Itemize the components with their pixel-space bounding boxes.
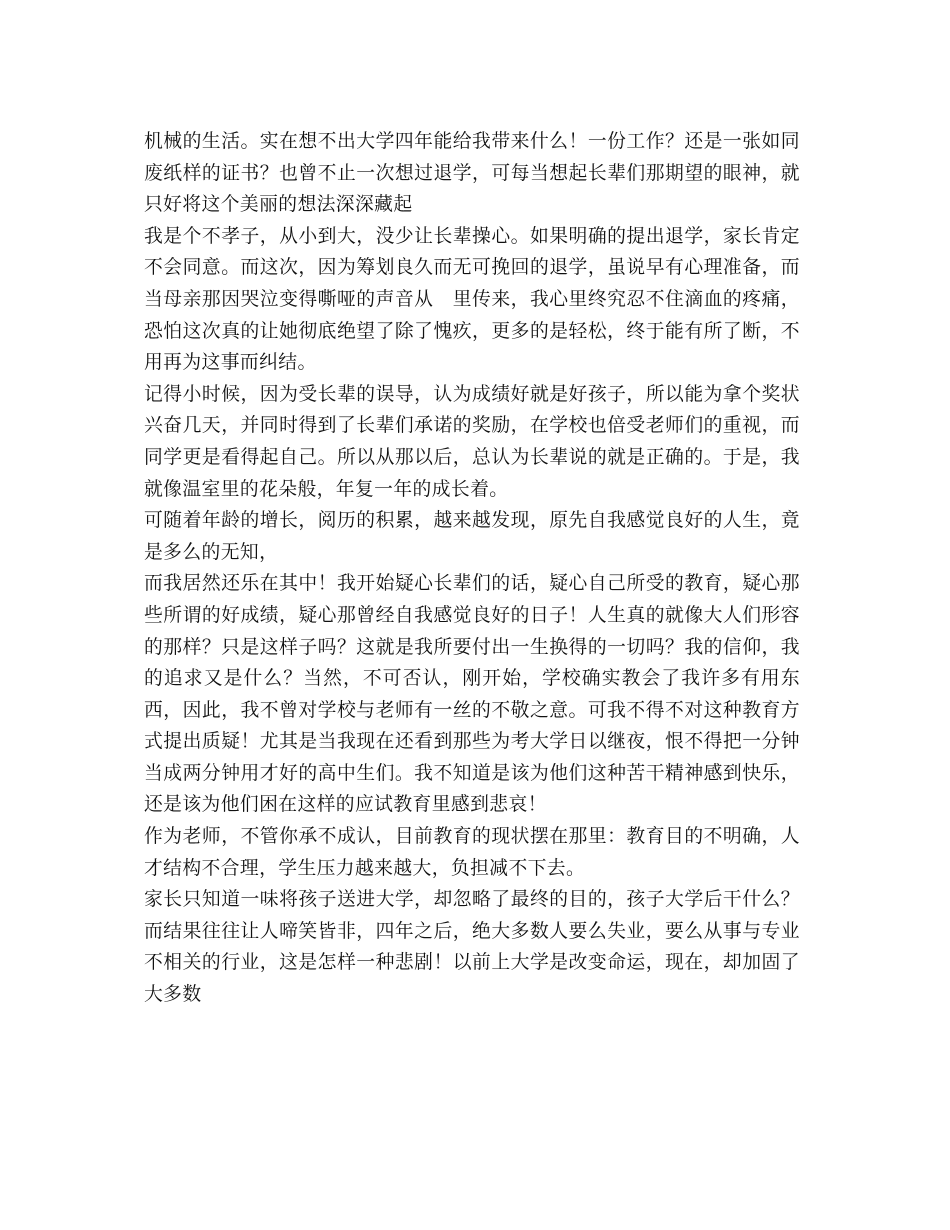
- document-body: [144, 126, 800, 1011]
- paragraph-6: 作为老师，不管你承不成认，目前教育的现状摆在那里：教育目的不明确，人才结构不合理，学生压力越来越大，负担减不下去。: [144, 826, 800, 879]
- paragraph-7: 家长只知道一味将孩子送进大学，却忽略了最终的目的，孩子大学后干什么？而结果往往让人啼笑皆非，四年之后，绝大多数人要么失业，要么从事与专业不相关的行业，这是怎样一种悲剧！以前上大学是改变命运，现在，却加固了大多数: [144, 889, 800, 1006]
- paragraph-1: 机械的生活。实在想不出大学四年能给我带来什么！一份工作？还是一张如同废纸样的证书？也曾不止一次想过退学，可每当想起长辈们那期望的眼神，就只好将这个美丽的想法深深藏起: [144, 131, 800, 216]
- paragraph-4: 可随着年龄的增长，阅历的积累，越来越发现，原先自我感觉良好的人生，竟是多么的无知，: [144, 510, 800, 563]
- paragraph-3: 记得小时候，因为受长辈的误导，认为成绩好就是好孩子，所以能为拿个奖状兴奋几天，并同时得到了长辈们承诺的奖励，在学校也倍受老师们的重视，而同学更是看得起自己。所以从那以后，总认为长辈说的就是正确的。于是，我就像温室里的花朵般，年复一年的成长着。: [144, 383, 800, 500]
- paragraph-5: 而我居然还乐在其中！我开始疑心长辈们的话，疑心自己所受的教育，疑心那些所谓的好成绩，疑心那曾经自我感觉良好的日子！人生真的就像大人们形容的那样？只是这样子吗？这就是我所要付出一生换得的一切吗？我的信仰，我的追求又是什么？当然，不可否认，刚开始，学校确实教会了我许多有用东西，因此，我不曾对学校与老师有一丝的不敬之意。可我不得不对这种教育方式提出质疑！尤其是当我现在还看到那些为考大学日以继夜，恨不得把一分钟当成两分钟用才好的高中生们。我不知道是该为他们这种苦干精神感到快乐，还是该为他们困在这样的应试教育里感到悲哀！: [144, 573, 800, 816]
- paragraph-2: 我是个不孝子，从小到大，没少让长辈操心。如果明确的提出退学，家长肯定不会同意。而这次，因为筹划良久而无可挽回的退学，虽说早有心理准备，而当母亲那因哭泣变得嘶哑的声音从 里传来，我心里终究忍不住滴血的疼痛，恐怕这次真的让她彻底绝望了除了愧疚，更多的是轻松，终于能有所了断，不用再为这事而纠结。: [144, 225, 800, 374]
